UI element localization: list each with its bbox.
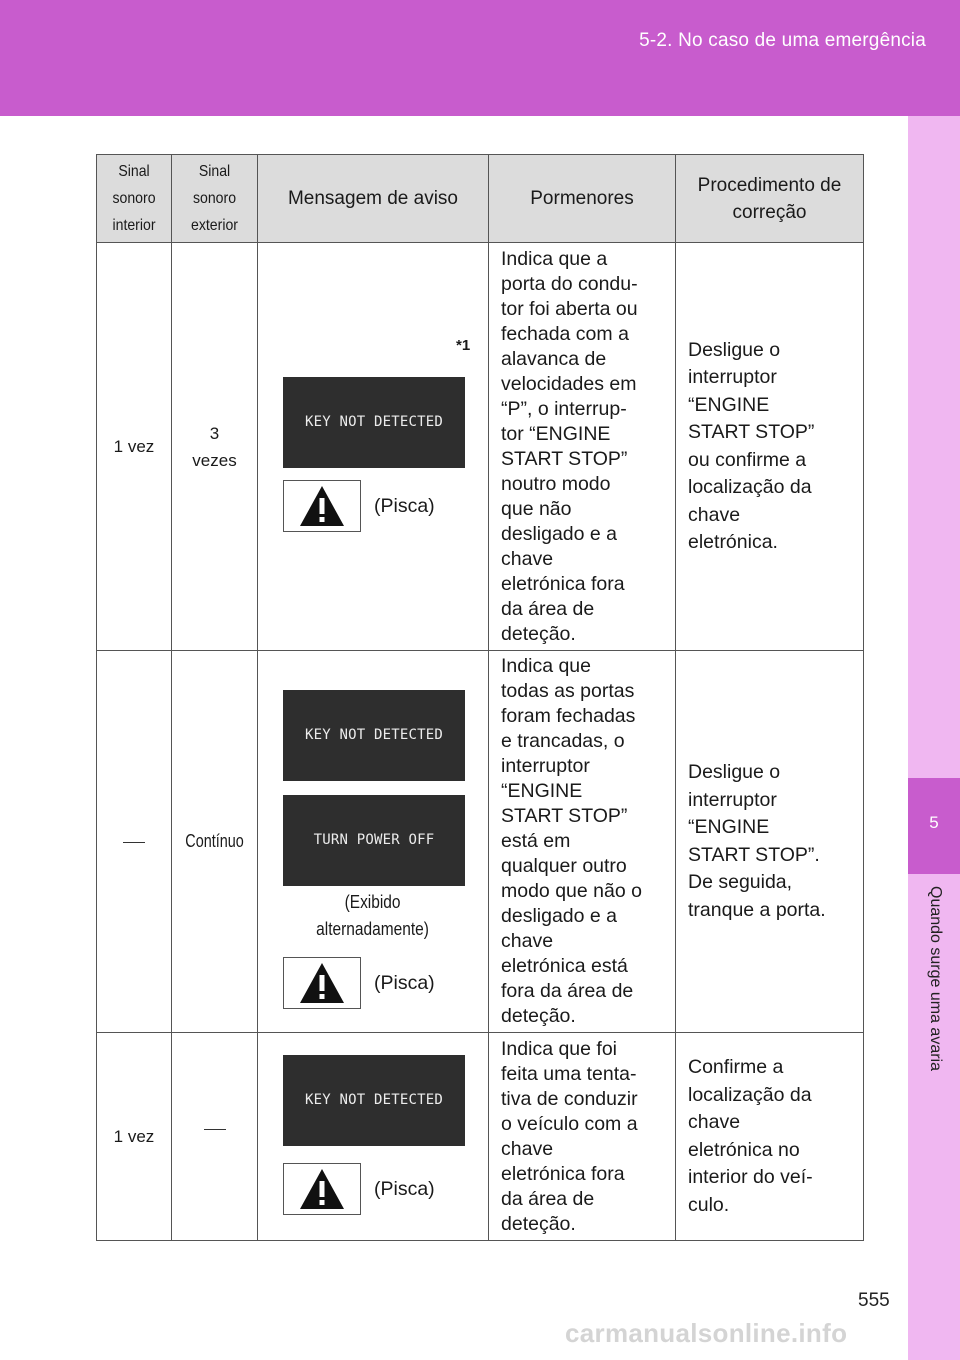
page-number: 555: [858, 1290, 890, 1311]
warning-icon: [283, 480, 361, 532]
header-interior-buzzer: Sinal sonoro interior: [97, 155, 172, 243]
header-procedure: Procedimento de correção: [676, 155, 864, 243]
table-header-row: [97, 155, 864, 243]
header-warning-message: Mensagem de aviso: [258, 155, 489, 243]
dash-mark: [123, 842, 145, 843]
row3-interior: 1 vez: [97, 1033, 172, 1241]
warning-icon: [283, 1163, 361, 1215]
footnote-marker: *1: [456, 337, 471, 354]
row1-interior: 1 vez: [97, 243, 172, 651]
header-exterior-buzzer: Sinal sonoro exterior: [172, 155, 258, 243]
row3-procedure: Confirme a localização da chave eletrónica no interior do veí- culo.: [676, 1033, 864, 1241]
row1-details: Indica que a porta do condu- tor foi aberta ou fechada com a alavanca de velocidades em “P”, o interrup- tor “ENGINE START STOP” noutro modo que não desligado e a chave eletrónica fora da área de deteção.: [489, 243, 676, 651]
flash-note: (Pisca): [374, 972, 435, 994]
chapter-label-text: Quando surge uma avaria: [927, 886, 944, 1071]
warning-icon: [283, 957, 361, 1009]
dash-mark: [204, 1129, 226, 1130]
row1-exterior: 3 vezes: [172, 243, 258, 651]
warning-table: [96, 154, 864, 1241]
row2-exterior: Contínuo: [172, 651, 258, 1033]
lcd-key-not-detected: KEY NOT DETECTED: [283, 1055, 465, 1146]
row2-procedure: Desligue o interruptor “ENGINE START STOP”. De seguida, tranque a porta.: [676, 651, 864, 1033]
flash-note: (Pisca): [374, 495, 435, 517]
row1-message: [258, 243, 489, 651]
row2-interior: [97, 651, 172, 1033]
header-band: [0, 0, 960, 116]
section-title: 5-2. No caso de uma emergência: [639, 30, 926, 51]
chapter-label: [908, 886, 960, 1186]
flash-note: (Pisca): [374, 1178, 435, 1200]
row2-details: Indica que todas as portas foram fechadas e trancadas, o interruptor “ENGINE START STOP” está em qualquer outro modo que não o desligado e a chave eletrónica está fora da área de deteção.: [489, 651, 676, 1033]
lcd-key-not-detected: KEY NOT DETECTED: [283, 690, 465, 781]
lcd-turn-power-off: TURN POWER OFF: [283, 795, 465, 886]
row3-exterior: [172, 1033, 258, 1241]
chapter-number: 5: [908, 778, 960, 874]
alternating-note: (Exibido alternadamente): [316, 892, 430, 939]
row3-message: [258, 1033, 489, 1241]
row1-procedure: Desligue o interruptor “ENGINE START STOP” ou confirme a localização da chave eletrónica.: [676, 243, 864, 651]
table-row: [97, 243, 864, 651]
header-details: Pormenores: [489, 155, 676, 243]
table-row: [97, 1033, 864, 1241]
watermark: carmanualsonline.info: [565, 1318, 848, 1348]
row3-details: Indica que foi feita uma tenta- tiva de conduzir o veículo com a chave eletrónica fora da área de deteção.: [489, 1033, 676, 1241]
lcd-key-not-detected: KEY NOT DETECTED: [283, 377, 465, 468]
table-row: [97, 651, 864, 1033]
row2-message: [258, 651, 489, 1033]
